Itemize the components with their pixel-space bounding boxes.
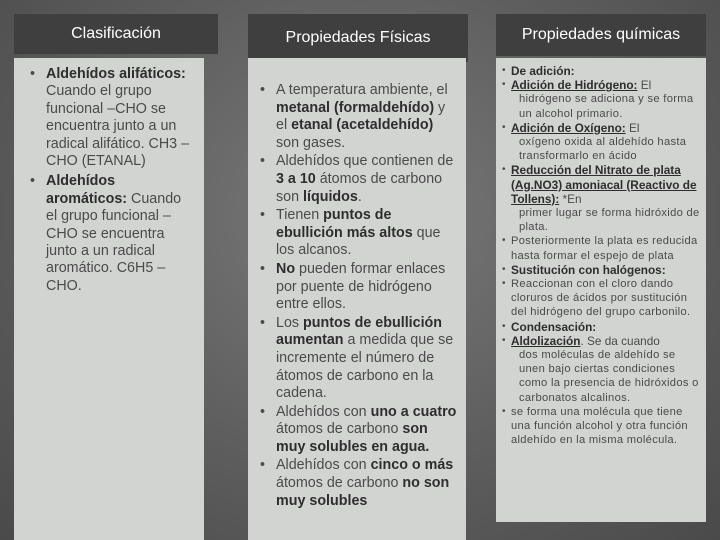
list-item [502,320,700,334]
header-propiedades-fisicas [248,14,468,62]
text-segment: *En [559,191,582,206]
text-bold: metanal (formaldehído) [276,99,435,116]
heading-de-adicion: De adición: [511,64,575,78]
text-bold: uno a cuatro [370,403,457,420]
header-propiedades-quimicas-label: Propiedades químicas [521,26,681,43]
text-segment: El [625,120,640,135]
text-segment: Tienen [276,207,324,224]
heading-sustitucion-halogenos: Sustitución con halógenos: [511,262,666,277]
list-item [502,64,700,78]
text-bold: etanal (acetaldehído) [291,117,434,134]
text-adicion-oxigeno: oxígeno oxida al aldehído hasta transformarlo en ácido [519,136,687,163]
text-bold: son muy solubles en agua. [276,421,430,455]
text-segment: Aldehídos con [276,403,371,420]
text-segment: Aldehídos con [276,457,371,474]
text-segment: que los alcanos. [276,224,441,259]
text-bold: puntos de ebullición aumentan [276,314,443,349]
text-aldehidos-aromaticos: Cuando el grupo funcional –CHO se encuentra junto a un radical aromático. C6H5 –CHO. [46,190,182,294]
list-item [502,405,700,448]
header-propiedades-quimicas [496,14,706,56]
term-aldehidos-aromaticos: Aldehídos aromáticos: [46,173,128,207]
list-item [256,207,460,260]
list-item [256,153,460,206]
text-segment: Aldehídos que contienen de [276,153,454,170]
panel-propiedades-fisicas [248,58,466,540]
text-segment: Los [276,314,304,331]
text-bold: No [276,260,296,277]
clasificacion-list [30,66,196,295]
text-bold: líquidos [303,188,358,205]
text-segment: átomos de carbono [276,475,403,492]
panel-clasificacion [14,58,204,540]
text-segment: y el [276,99,446,134]
text-aldolizacion: dos moléculas de aldehído se unen bajo ciertas condiciones como la presencia de hidróxidos o carbonatos alcalinos. [519,349,699,404]
text-espejo-plata: • Posteriormente la plata es reducida hasta formar el espejo de plata [511,235,698,262]
text-segment: a medida que se incremente el número de átomos de carbono en la cadena. [276,332,454,402]
text-segment: A temperatura ambiente, el [276,82,448,98]
panel-propiedades-quimicas [496,58,706,522]
list-item [502,334,700,405]
propiedades-fisicas-list [256,82,460,510]
heading-adicion-oxigeno: Adición de Oxígeno: [511,120,626,135]
text-aldehidos-alifaticos: Cuando el grupo funcional –CHO se encuentra junto a un radical alifático. CH3 –CHO (ETANAL) [46,83,190,170]
list-item [256,404,460,457]
list-item [256,261,460,314]
text-bold: cinco o más [370,457,454,474]
list-item [256,82,460,152]
text-segment: átomos de carbono son [276,170,443,205]
text-cloruros-acidos: • Reaccionan con el cloro dando cloruros de ácidos por sustitución del hidrógeno del grupo carbonilo. [511,278,691,319]
header-propiedades-fisicas-label: Propiedades Físicas [285,29,431,46]
text-segment: son gases. [276,134,346,151]
text-segment: . Se da cuando [580,333,660,348]
list-item [30,173,196,295]
header-clasificacion-label: Clasificación [71,25,161,42]
list-item [502,277,700,320]
list-item [502,234,700,262]
heading-aldolizacion: Aldolización [511,333,581,348]
text-segment: pueden formar enlaces por puente de hidrógeno entre ellos. [276,260,446,313]
header-clasificacion [14,14,218,54]
list-item [502,121,700,164]
text-bold: puntos de ebullición más altos [276,207,413,241]
list-item [502,163,700,234]
list-item [502,78,700,121]
text-reduccion-nitrato-plata: primer lugar se forma hidróxido de plata. [519,207,700,234]
text-segment: átomos de carbono [276,421,403,438]
list-item [256,457,460,510]
heading-reduccion-nitrato-plata: Reducción del Nitrato de plata (Ag.NO3) amoniacal (Reactivo de Tollens): [511,163,697,206]
list-item [256,315,460,403]
list-item [502,263,700,277]
propiedades-quimicas-list [502,64,700,447]
text-bold: 3 a 10 [276,170,316,187]
text-bold: no son muy solubles [276,475,450,509]
heading-adicion-hidrogeno: Adición de Hidrógeno: [511,78,638,93]
text-segment: El [637,78,652,93]
text-adicion-hidrogeno: hidrógeno se adiciona y se forma un alcohol primario. [519,93,694,120]
term-aldehidos-alifaticos: Aldehídos alifáticos: [46,66,186,82]
text-molecula-alcohol-aldehido: • se forma una molécula que tiene una función alcohol y otra función aldehído en la misma molécula. [511,405,688,447]
text-segment: . [357,188,362,205]
list-item [30,66,196,170]
heading-condensacion: Condensación: [511,319,597,334]
